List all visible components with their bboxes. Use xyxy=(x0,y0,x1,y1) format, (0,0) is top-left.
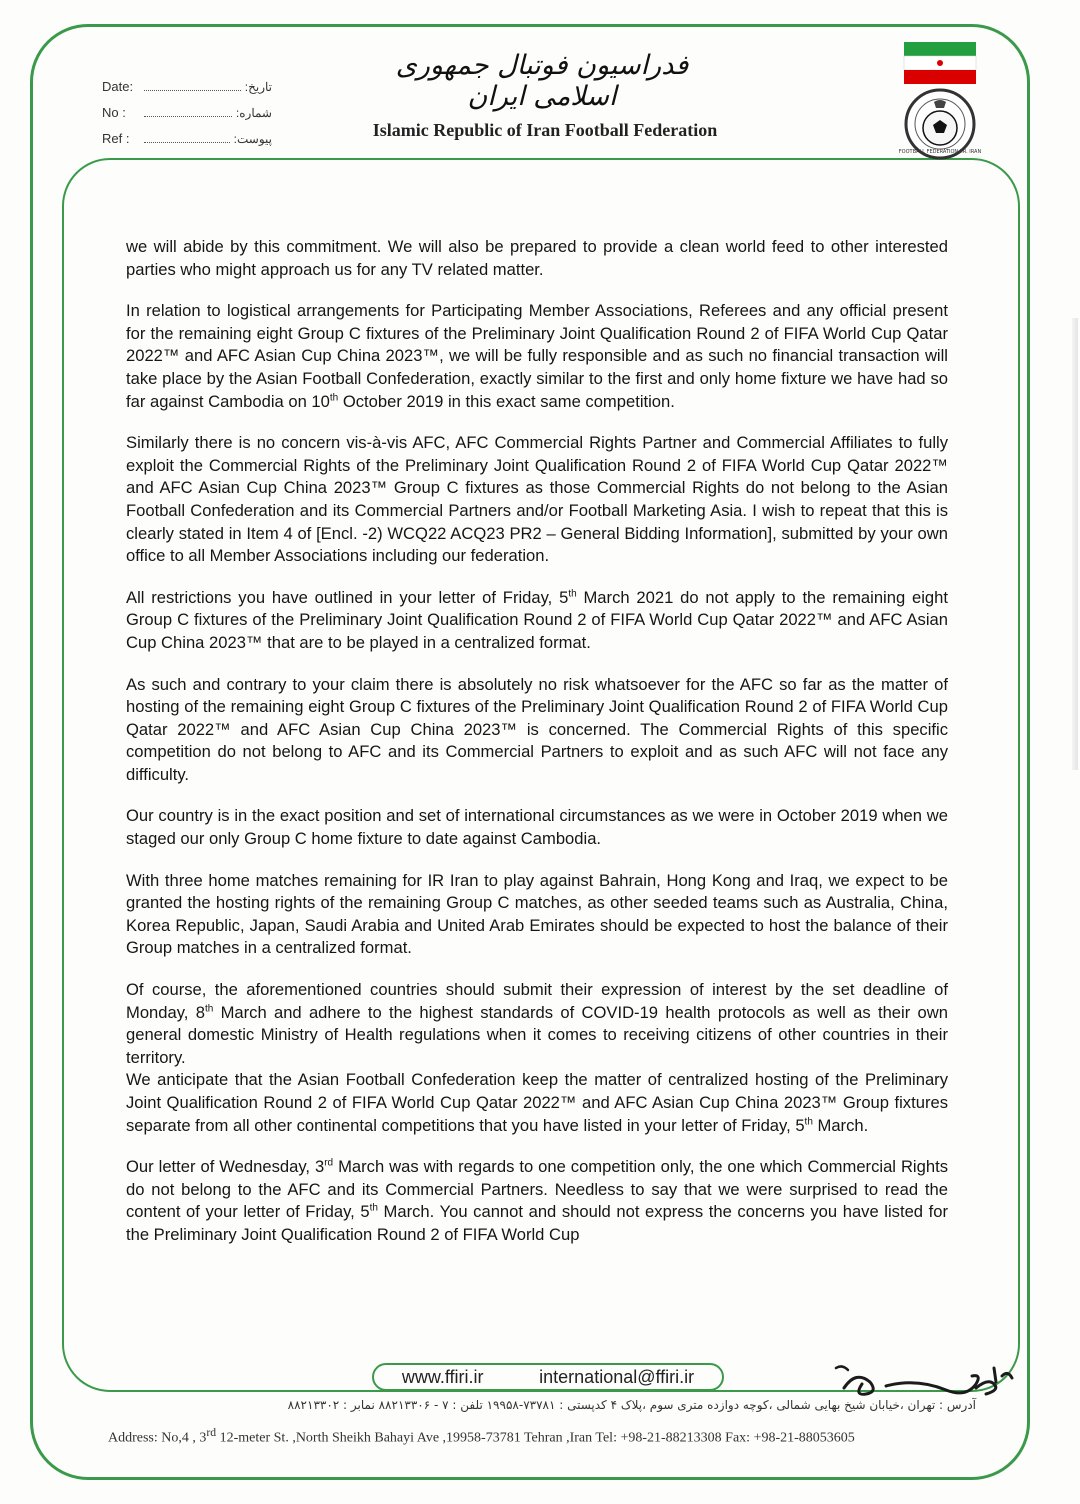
number-label: No : xyxy=(102,105,126,120)
body-paragraph xyxy=(126,979,948,1069)
number-line xyxy=(144,100,232,117)
number-label-fa: شماره: xyxy=(235,106,272,120)
logo-ring-lettering: FOOTBALL FEDERATION I.R. IRAN xyxy=(898,149,982,155)
federation-name-persian: فدراسیون فوتبال جمهوری اسلامی ایران xyxy=(395,50,689,112)
body-paragraph xyxy=(126,236,948,281)
paragraph-text: Our letter of Wednesday, 3 xyxy=(126,1157,325,1177)
flag-stripe-red xyxy=(904,70,976,84)
paragraph-text: March and adhere to the highest standards of COVID-19 health protocols as well as their own general domestic Ministry of Health regulations when it comes to receiving citizens of other countries in their territory. xyxy=(126,1002,948,1067)
flag-emblem xyxy=(937,60,943,66)
ordinal-suffix: th xyxy=(204,1003,214,1015)
address-english-sup: rd xyxy=(206,1426,217,1439)
paragraph-text: All restrictions you have outlined in your letter of Friday, 5 xyxy=(126,587,569,607)
date-label-fa: تاریخ: xyxy=(244,80,272,94)
body-paragraph xyxy=(126,805,948,850)
reference-line xyxy=(144,126,230,143)
federation-logo-icon xyxy=(898,38,982,162)
logo-crest xyxy=(934,100,946,108)
body-paragraph xyxy=(126,587,948,655)
paragraph-text: Our country is in the exact position and set of international circumstances as we were in October 2019 when we staged our only Group C home fixture to date against Cambodia. xyxy=(126,806,948,849)
date-line xyxy=(144,74,241,91)
federation-name-english: Islamic Republic of Iran Football Federation xyxy=(372,120,718,140)
reference-field xyxy=(102,126,272,152)
address-english-part1: Address: No,4 , 3 xyxy=(108,1430,207,1446)
reference-label-fa: پیوست: xyxy=(233,132,272,146)
body-paragraph xyxy=(126,1069,948,1137)
paragraph-text: March. You cannot and should not express the concerns you have listed for the Preliminary Joint Qualification Round 2 of FIFA World Cup xyxy=(126,1202,948,1244)
paragraph-text: March 2021 do not apply to the remaining eight Group C fixtures of the Preliminary Joint Qualification Round 2 of FIFA World Cup Qatar 2022™ and AFC Asian Cup China 2023™ that are to be played in a centralized format. xyxy=(126,587,948,652)
paragraph-text: With three home matches remaining for IR Iran to play against Bahrain, Hong Kong and Iraq, we expect to be granted the hosting rights of the remaining Group C matches, as other seeded teams such as Australia, China, Korea Republic, Japan, Saudi Arabia and United Arab Emirates should be expected to host the balance of their Group matches in a centralized format. xyxy=(126,870,948,958)
contact-pill xyxy=(372,1363,724,1391)
flag-stripe-green xyxy=(904,42,976,56)
ordinal-suffix: rd xyxy=(324,1157,334,1169)
ordinal-suffix: th xyxy=(329,392,339,404)
ordinal-suffix: th xyxy=(804,1116,813,1128)
paragraph-text: Of course, the aforementioned countries should submit their expression of interest by the set deadline of Monday, 8 xyxy=(126,980,948,1022)
website-link[interactable]: www.ffiri.ir xyxy=(401,1366,484,1387)
paragraph-text: we will abide by this commitment. We will also be prepared to provide a clean world feed to other interested parties who might approach us for any TV related matter. xyxy=(126,237,948,279)
paragraph-text: March. xyxy=(812,1115,869,1135)
body-paragraph xyxy=(126,1156,948,1246)
address-english-part2: 12-meter St. ,North Sheikh Bahayi Ave ,19958-73781 Tehran ,Iran Tel: +98-21-88213308 Fax: +98-21-88053605 xyxy=(216,1430,855,1446)
date-label: Date: xyxy=(102,79,134,94)
paragraph-text: Similarly there is no concern vis-à-vis AFC, AFC Commercial Rights Partner and Commercial Affiliates to fully exploit the Commercial Rights of the Preliminary Joint Qualification Round 2 of FIFA World Cup Qatar 2022™ and AFC Asian Cup China 2023™ Group C fixtures as those Commercial Rights do not belong to the Asian Football Confederation and its Commercial Partners and/or Football Marketing Asia. I wish to repeat that this is clearly stated in Item 4 of [Encl. -2) WCQ22 ACQ23 PR2 – General Bidding Information], submitted by your own office to all Member Associations including our federation. xyxy=(126,433,948,566)
reference-label: Ref : xyxy=(102,131,130,146)
paragraph-text: We anticipate that the Asian Football Confederation keep the matter of centralized hosting of the Preliminary Joint Qualification Round 2 of FIFA World Cup Qatar 2022™ and AFC Asian Cup China 2023™ Group fixtures separate from all other continental competitions that you have listed in your letter of Friday, 5 xyxy=(126,1070,948,1135)
paragraph-text: October 2019 in this exact same competition. xyxy=(338,391,675,411)
paragraph-text: As such and contrary to your claim there is absolutely no risk whatsoever for the AFC so far as the matter of hosting of the remaining eight Group C fixtures of the Preliminary Joint Qualification Round 2 of FIFA World Cup Qatar 2022™ and AFC Asian Cup China 2023™ is concerned. The Commercial Rights of this specific competition do not belong to AFC and its Commercial Partners to exploit and as such AFC will not face any difficulty. xyxy=(126,674,948,784)
reference-fields xyxy=(102,74,272,152)
address-persian: آدرس : تهران ،خیابان شیخ بهایی شمالی ،کوچه دوازده متری سوم ،پلاک ۴ کدپستی : ۷۳۷۸۱-۱۹۹۵۸ تلفن : ۷ - ۸۸۲۱۳۳۰۶ نمابر : ۸۸۲۱۳۳۰۲ xyxy=(287,1398,976,1412)
ordinal-suffix: th xyxy=(568,588,577,600)
body-paragraph xyxy=(126,300,948,413)
body-paragraph xyxy=(126,674,948,787)
ordinal-suffix: th xyxy=(369,1202,378,1214)
paragraph-text: In relation to logistical arrangements for Participating Member Associations, Referees and any official present for the remaining eight Group C fixtures of the Preliminary Joint Qualification Round 2 of FIFA World Cup Qatar 2022™ and AFC Asian Cup China 2023™, we will be fully responsible and as such no financial transaction will take place by the Asian Football Confederation, exactly similar to the first and only home fixture we have had so far against Cambodia on 10 xyxy=(126,301,948,411)
paragraph-text: March was with regards to one competition only, the one which Commercial Rights do not belong to the AFC and its Commercial Partners. Needless to say that we were surprised to read the content of your letter of Friday, 5 xyxy=(126,1157,948,1222)
letter-body xyxy=(126,236,948,1266)
date-field xyxy=(102,74,272,100)
email-link[interactable]: international@ffiri.ir xyxy=(539,1366,695,1387)
body-paragraph xyxy=(126,870,948,960)
page-edge-shadow xyxy=(1072,318,1078,770)
address-english xyxy=(108,1426,988,1447)
body-paragraph xyxy=(126,432,948,568)
number-field xyxy=(102,100,272,126)
